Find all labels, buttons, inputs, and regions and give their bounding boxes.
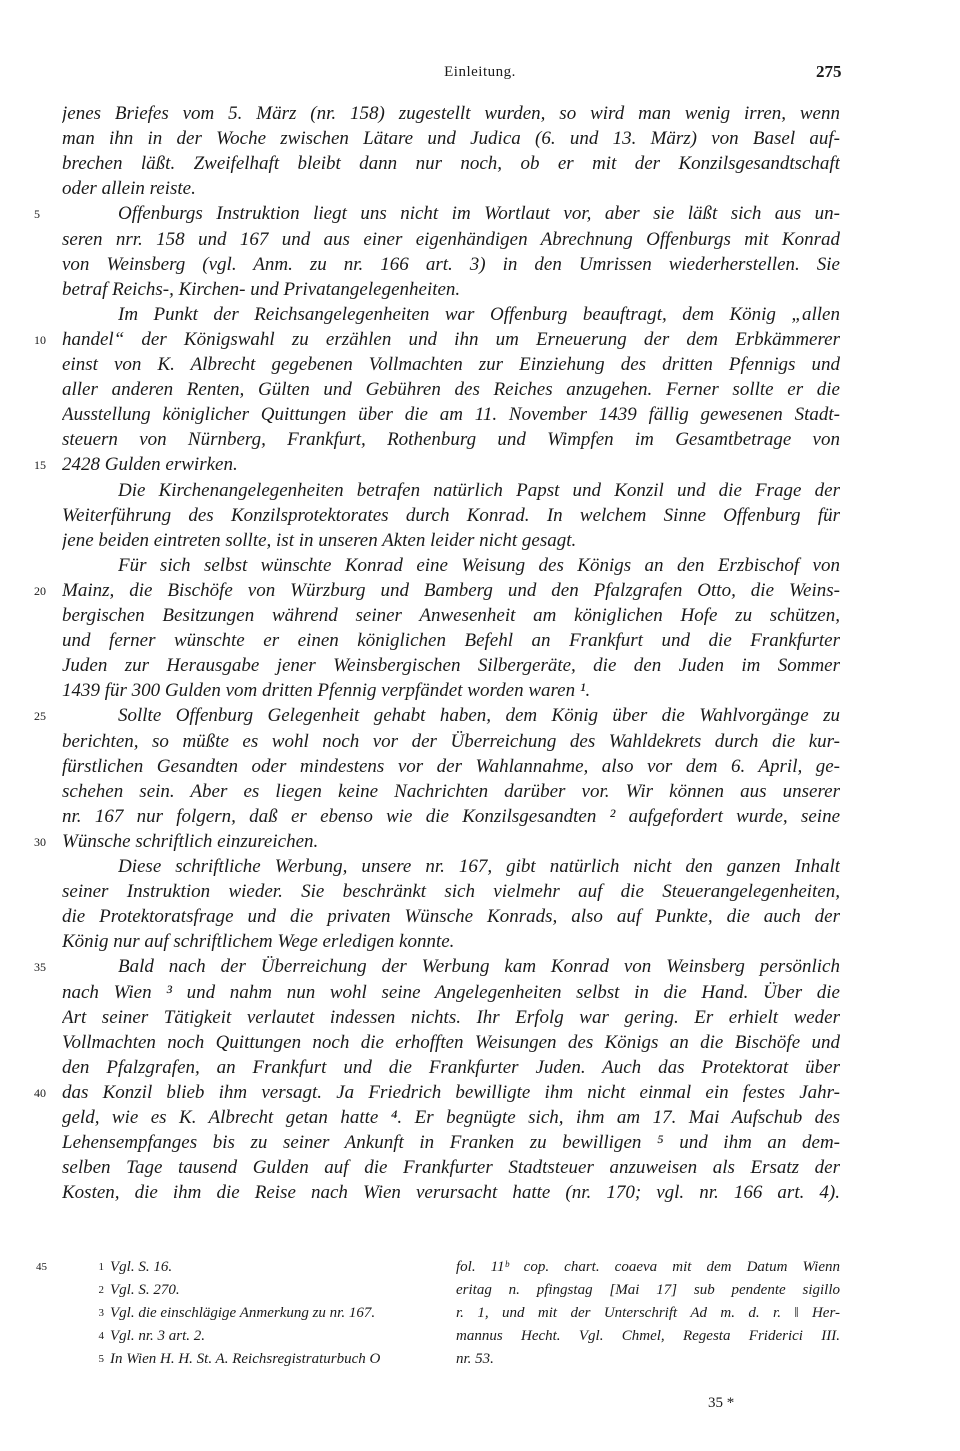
footnote-line-number	[36, 1348, 76, 1371]
text-line: Art seiner Tätigkeit verlautet indessen nichts. Ihr Erfolg war gering. Er erhielt weder	[62, 1007, 840, 1028]
footnote	[36, 1348, 456, 1371]
text-line: Diese schriftliche Werbung, unsere nr. 167, gibt natürlich nicht den ganzen Inhalt	[118, 856, 840, 877]
text-line: jene beiden eintreten sollte, ist in unseren Akten leider nicht gesagt.	[62, 530, 577, 551]
footnote-continuation-line: eritag n. pfingstag [Mai 17] sub pendente sigillo	[456, 1282, 840, 1298]
text-line: Für sich selbst wünschte Konrad eine Weisung des Königs an den Erzbischof von	[118, 555, 840, 576]
footnote-text: In Wien H. H. St. A. Reichsregistraturbuch O	[110, 1351, 381, 1367]
text-line: schehen sein. Aber es liegen keine Nachrichten darüber vor. Wir können aus unserer	[62, 781, 840, 802]
text-line: Weiterführung des Konzilsprotektorates durch Konrad. In welchem Sinne Offenburg für	[62, 505, 840, 526]
footnote-text: Vgl. die einschlägige Anmerkung zu nr. 167.	[110, 1305, 376, 1321]
footnote-mark: 3	[98, 1307, 104, 1319]
text-line: nr. 167 nur folgern, daß er ebenso wie die Konzilsgesandten ² aufgefordert wurde, seine	[62, 806, 840, 827]
text-line: seren nrr. 158 und 167 und aus einer eigenhändigen Abrechnung Offenburgs mit Konrad	[62, 229, 840, 250]
text-line: betraf Reichs-, Kirchen- und Privatangelegenheiten.	[62, 279, 461, 300]
text-line: Die Kirchenangelegenheiten betrafen natürlich Papst und Konzil und die Frage der	[118, 480, 840, 501]
line-number: 20	[34, 584, 46, 598]
footnote-line-number	[36, 1302, 76, 1325]
footnote-continuation-line: r. 1, und mit der Unterschrift Ad m. d. r. ‖ Her-	[456, 1305, 840, 1321]
text-line: das Konzil blieb ihm versagt. Ja Friedrich bewilligte ihm nicht einmal ein festes Jahr-	[62, 1082, 840, 1103]
footnotes-right-column	[456, 1256, 840, 1371]
text-line: Ausstellung königlicher Quittungen über die am 11. November 1439 fällig gewesenen Stadt-	[62, 404, 840, 425]
text-line: 1439 für 300 Gulden vom dritten Pfennig verpfändet worden waren ¹.	[62, 680, 591, 701]
text-line: Kosten, die ihm die Reise nach Wien verursacht hatte (nr. 170; vgl. nr. 166 art. 4).	[62, 1182, 840, 1203]
line-number: 15	[34, 458, 46, 472]
text-line: König nur auf schriftlichem Wege erledigen konnte.	[62, 931, 455, 952]
text-line: aller anderen Renten, Gülten und Gebühren des Reiches anzugehen. Ferner sollte er die	[62, 379, 840, 400]
text-line: 2428 Gulden erwirken.	[62, 454, 238, 475]
running-header: Einleitung.	[444, 64, 516, 80]
footnote	[36, 1302, 456, 1325]
line-number: 35	[34, 960, 46, 974]
page-number: 275	[816, 62, 842, 81]
text-line: Sollte Offenburg Gelegenheit gehabt haben, dem König über die Wahlvorgänge zu	[118, 705, 840, 726]
text-line: Bald nach der Überreichung der Werbung kam Konrad von Weinsberg persönlich	[118, 956, 840, 977]
text-line: Juden zur Herausgabe jener Weinsbergischen Silbergeräte, die den Juden im Sommer	[62, 655, 840, 676]
footnote-continuation-line: fol. 11ᵇ cop. chart. coaeva mit dem Datum Wienn	[456, 1259, 840, 1275]
footnote	[36, 1279, 456, 1302]
text-line: geld, wie es K. Albrecht getan hatte ⁴. Er begnügte sich, ihm am 17. Mai Aufschub des	[62, 1107, 840, 1128]
text-line: den Pfalzgrafen, an Frankfurt und die Frankfurter Juden. Auch das Protektorat über	[62, 1057, 840, 1078]
text-line: man ihn in der Woche zwischen Lätare und Judica (6. und 13. März) von Basel auf-	[62, 128, 840, 149]
text-line: und ferner wünschte er einen königlichen Befehl an Frankfurt und die Frankfurter	[62, 630, 840, 651]
text-line: Vollmachten noch Quittungen noch die erhofften Weisungen des Königs an die Bischöfe und	[62, 1032, 840, 1053]
text-line: Lehensempfanges bis zu seiner Ankunft in Franken zu bewilligen ⁵ und ihm an dem-	[62, 1132, 840, 1153]
footnote	[36, 1256, 456, 1279]
text-line: Im Punkt der Reichsangelegenheiten war Offenburg beauftragt, dem König „allen	[118, 304, 840, 325]
text-line: handel“ der Königswahl zu erzählen und ihn um Erneuerung der dem Erbkämmerer	[62, 329, 840, 350]
text-line: seiner Instruktion wieder. Sie beschränkt sich vielmehr auf die Steuerangelegenheiten,	[62, 881, 840, 902]
text-line: oder allein reiste.	[62, 178, 196, 199]
text-line: brechen läßt. Zweifelhaft bleibt dann nur noch, ob er mit der Konzilsgesandtschaft	[62, 153, 840, 174]
footnote-continuation-line: nr. 53.	[456, 1351, 494, 1367]
line-number: 5	[34, 207, 40, 221]
text-line: steuern von Nürnberg, Frankfurt, Rothenburg und Wimpfen im Gesamtbetrage von	[62, 429, 840, 450]
footnote-continuation-line: mannus Hecht. Vgl. Chmel, Regesta Friderici III.	[456, 1328, 840, 1344]
footnote	[36, 1325, 456, 1348]
text-line: Offenburgs Instruktion liegt uns nicht im Wortlaut vor, aber sie läßt sich aus un-	[118, 203, 840, 224]
footnotes-left-column	[36, 1256, 456, 1371]
footnote-mark: 2	[98, 1284, 104, 1296]
text-line: fürstlichen Gesandten oder mindestens vor der Wahlannahme, also vor dem 6. April, ge-	[62, 756, 840, 777]
text-line: bergischen Besitzungen während seiner Anwesenheit am königlichen Hofe zu schützen,	[62, 605, 840, 626]
text-line: die Protektoratsfrage und die privaten Wünsche Konrads, also auf Punkte, die auch der	[62, 906, 840, 927]
footnote-mark: 5	[98, 1353, 104, 1365]
text-line: Wünsche schriftlich einzureichen.	[62, 831, 319, 852]
text-line: selben Tage tausend Gulden auf die Frankfurter Stadtsteuer anzuweisen als Ersatz der	[62, 1157, 840, 1178]
footnote-line-number	[36, 1279, 76, 1302]
footnote-text: Vgl. S. 16.	[110, 1259, 173, 1275]
footnote-mark: 4	[98, 1330, 104, 1342]
signature-mark: 35 *	[708, 1395, 735, 1411]
text-line: von Weinsberg (vgl. Anm. zu nr. 166 art. 3) in den Umrissen wiederherstellen. Sie	[62, 254, 840, 275]
line-number: 25	[34, 709, 46, 723]
footnote-text: Vgl. nr. 3 art. 2.	[110, 1328, 206, 1344]
text-line: berichten, so müßte es wohl noch vor der Überreichung des Wahldekrets durch die kur-	[62, 731, 840, 752]
text-line: einst von K. Albrecht gegebenen Vollmachten zur Einziehung des dritten Pfennigs und	[62, 354, 840, 375]
footnote-line-number: 45	[36, 1261, 47, 1273]
text-line: jenes Briefes vom 5. März (nr. 158) zugestellt wurden, so wird man wenig irren, wenn	[62, 103, 840, 124]
footnote-mark: 1	[98, 1261, 104, 1273]
line-number: 40	[34, 1086, 46, 1100]
text-line: nach Wien ³ und nahm nun wohl seine Angelegenheiten selbst in die Hand. Über die	[62, 982, 840, 1003]
footnote-text: Vgl. S. 270.	[110, 1282, 180, 1298]
text-line: Mainz, die Bischöfe von Würzburg und Bamberg und den Pfalzgrafen Otto, die Weins-	[62, 580, 840, 601]
line-number: 30	[34, 835, 46, 849]
line-number: 10	[34, 333, 46, 347]
footnote-line-number	[36, 1325, 76, 1348]
